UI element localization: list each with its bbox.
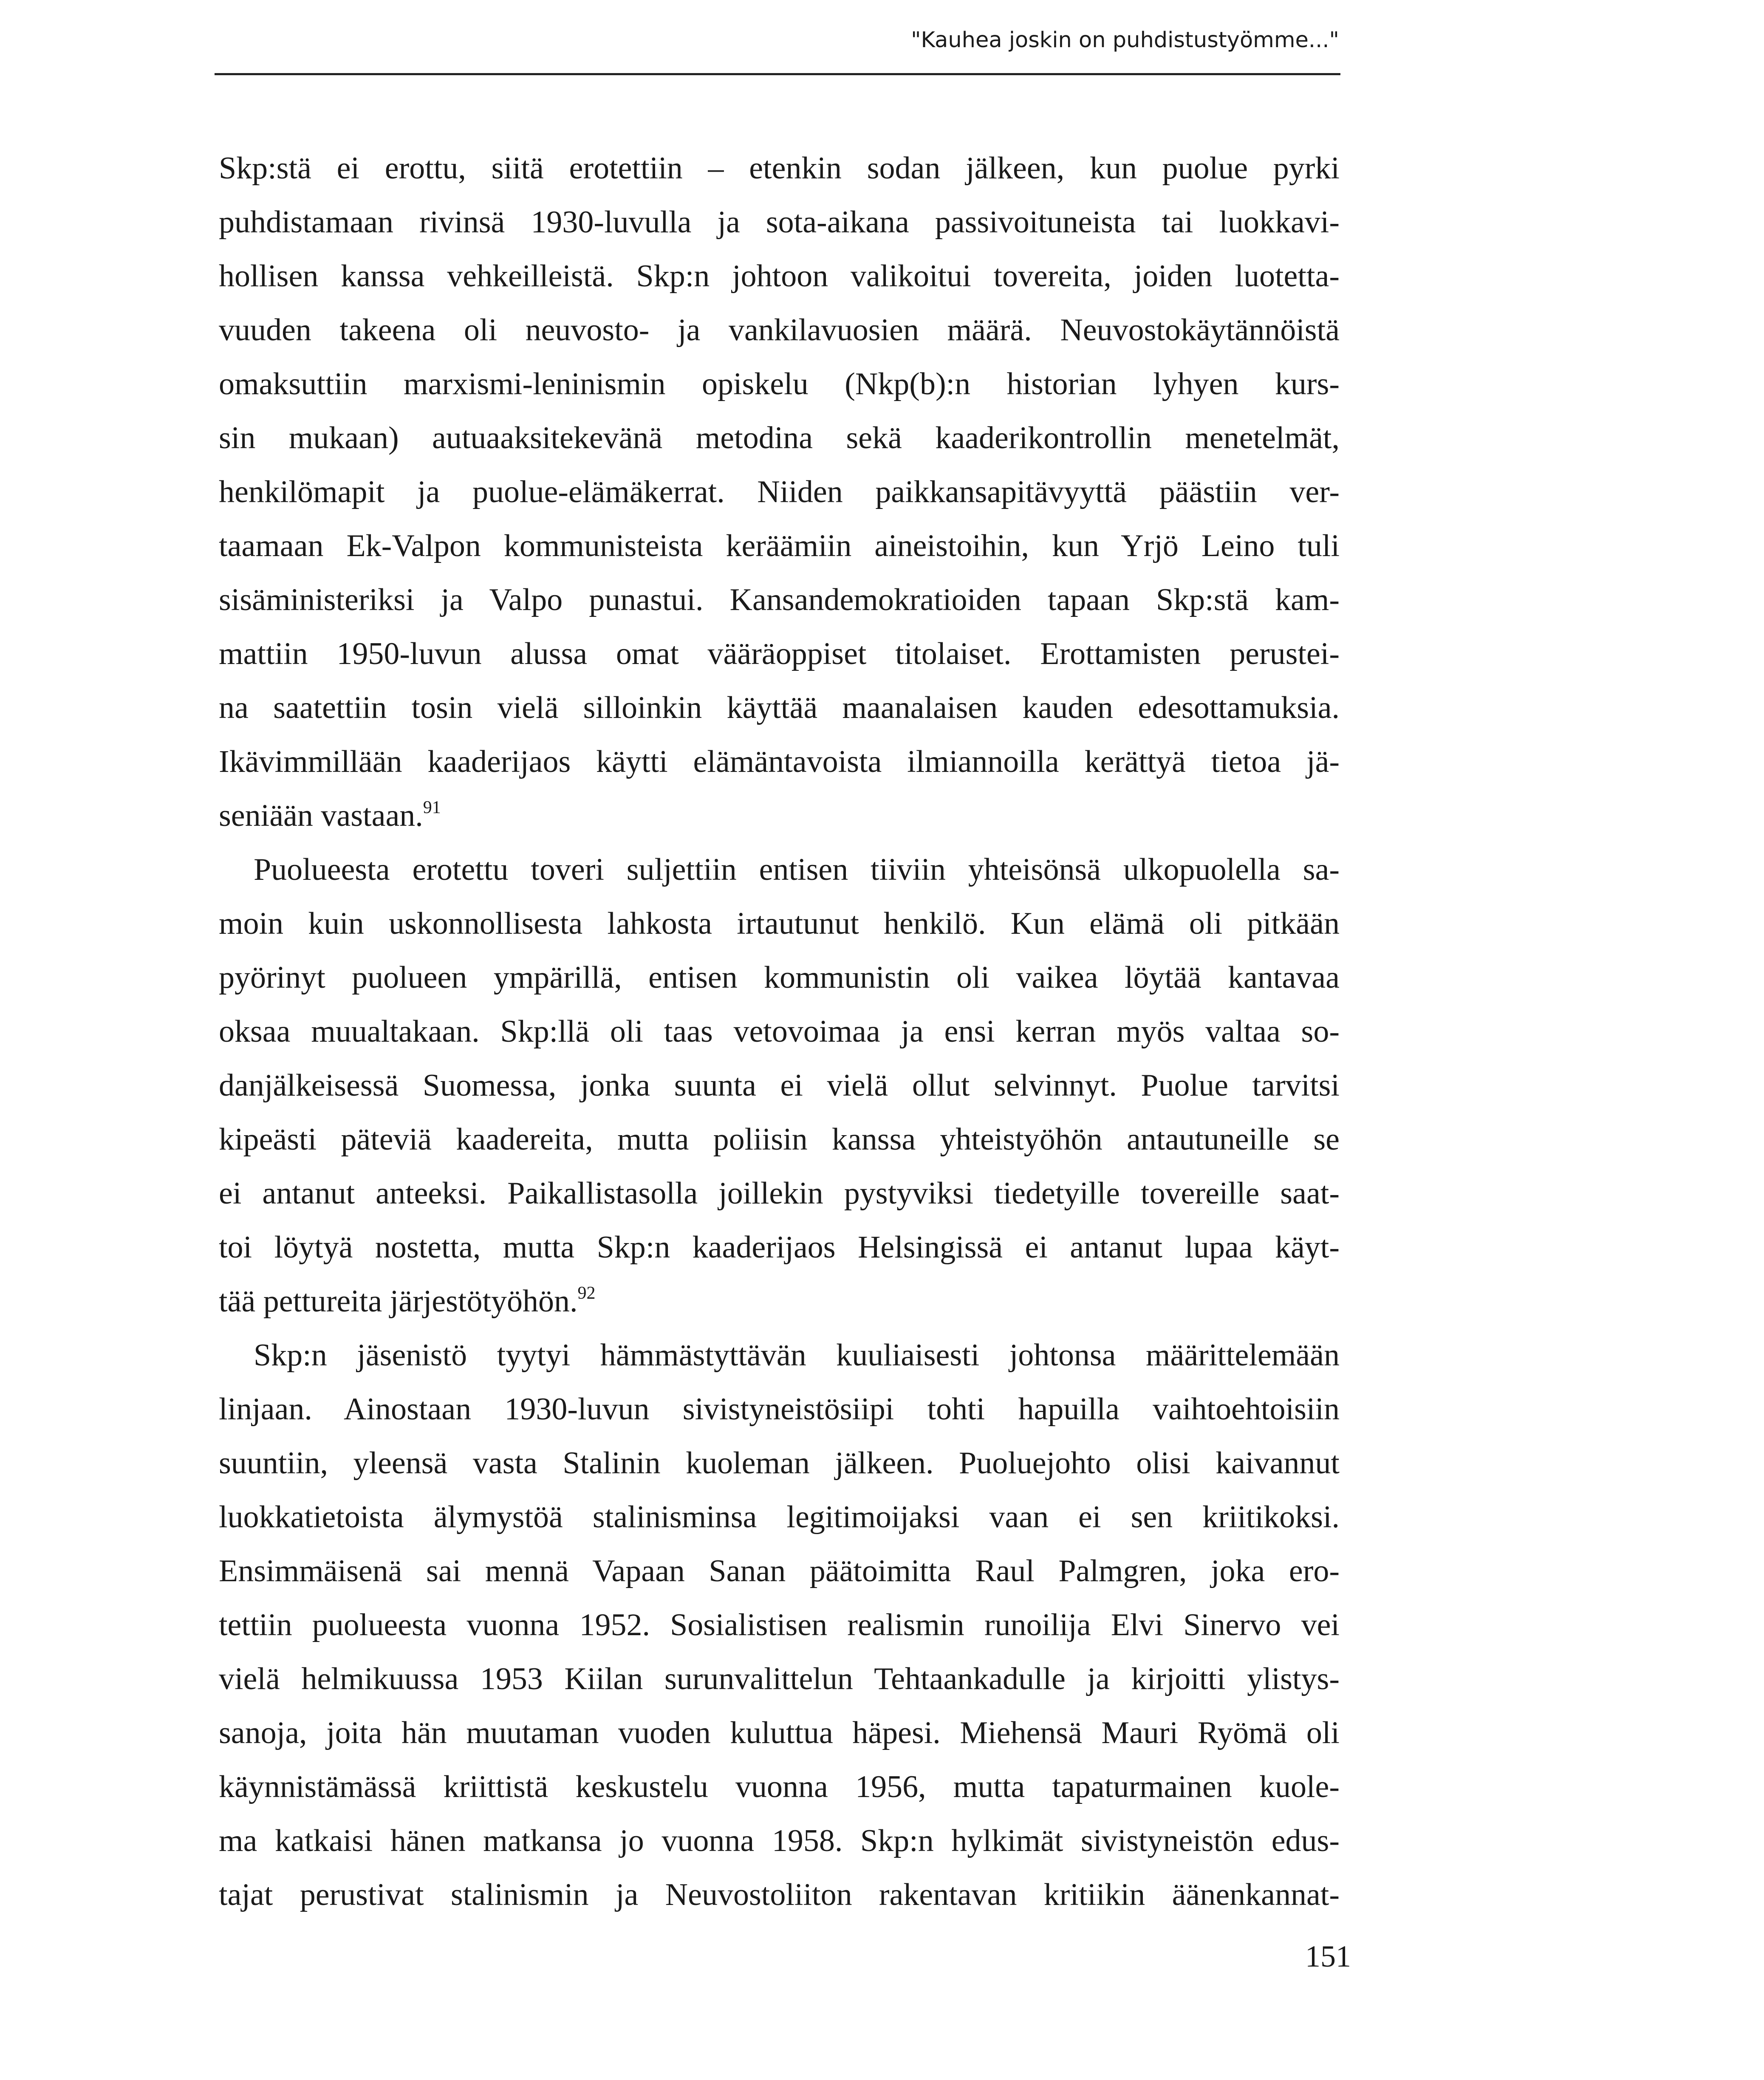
text-line: tää pettureita järjestötyöhön.: [219, 1284, 578, 1319]
text-line: mattiin 1950-luvun alussa omat vääräoppiset titolaiset. Erottamisten perustei-: [219, 636, 1340, 671]
text-line-last: [219, 1275, 1340, 1328]
text-line: na saatettiin tosin vielä silloinkin käyttää maanalaisen kauden edesottamuksia.: [219, 690, 1340, 725]
header-rule: [215, 73, 1340, 75]
text-line: seniään vastaan.: [219, 798, 423, 833]
text-line: Puolueesta erotettu toveri suljettiin entisen tiiviin yhteisönsä ulkopuolella sa-: [254, 852, 1340, 887]
footnote-ref-92: 92: [577, 1283, 596, 1303]
page-number: 151: [1305, 1939, 1351, 1973]
text-line: vielä helmikuussa 1953 Kiilan surunvalittelun Tehtaankadulle ja kirjoitti ylistys-: [219, 1662, 1340, 1696]
text-line: tettiin puolueesta vuonna 1952. Sosialistisen realismin runoilija Elvi Sinervo vei: [219, 1608, 1340, 1642]
text-line: Skp:n jäsenistö tyytyi hämmästyttävän kuuliaisesti johtonsa määrittelemään: [254, 1338, 1340, 1373]
text-line: linjaan. Ainostaan 1930-luvun sivistyneistösiipi tohti hapuilla vaihtoehtoisiin: [219, 1392, 1340, 1427]
text-line: danjälkeisessä Suomessa, jonka suunta ei vielä ollut selvinnyt. Puolue tarvitsi: [219, 1068, 1340, 1103]
text-line: tajat perustivat stalinismin ja Neuvostoliiton rakentavan kritiikin äänenkannat-: [219, 1877, 1340, 1912]
text-line: käynnistämässä kriittistä keskustelu vuonna 1956, mutta tapaturmainen kuole-: [219, 1769, 1340, 1804]
text-line: ma katkaisi hänen matkansa jo vuonna 1958. Skp:n hylkimät sivistyneistön edus-: [219, 1823, 1340, 1858]
text-line: Ensimmäisenä sai mennä Vapaan Sanan päätoimitta Raul Palmgren, joka ero-: [219, 1554, 1340, 1588]
text-line: sisäministeriksi ja Valpo punastui. Kansandemokratioiden tapaan Skp:stä kam-: [219, 582, 1340, 617]
text-line: pyörinyt puolueen ympärillä, entisen kommunistin oli vaikea löytää kantavaa: [219, 960, 1340, 995]
paragraph-2: [219, 843, 1340, 1328]
paragraph-1: [219, 141, 1340, 843]
text-line: sanoja, joita hän muutaman vuoden kuluttua häpesi. Miehensä Mauri Ryömä oli: [219, 1715, 1340, 1750]
text-line: ei antanut anteeksi. Paikallistasolla joillekin pystyviksi tiedetyille tovereille saat-: [219, 1176, 1340, 1211]
footnote-ref-91: 91: [423, 798, 441, 817]
paragraph-3: [219, 1328, 1340, 1922]
text-line: Skp:stä ei erottu, siitä erotettiin – etenkin sodan jälkeen, kun puolue pyrki: [219, 151, 1340, 186]
text-line: omaksuttiin marxismi-leninismin opiskelu (Nkp(b):n historian lyhyen kurs-: [219, 367, 1340, 401]
text-line-last: [219, 789, 1340, 843]
text-line: sin mukaan) autuaaksitekevänä metodina sekä kaaderikontrollin menetelmät,: [219, 421, 1340, 455]
text-line: moin kuin uskonnollisesta lahkosta irtautunut henkilö. Kun elämä oli pitkään: [219, 906, 1340, 941]
running-head-title: "Kauhea joskin on puhdistustyömme...": [911, 28, 1339, 53]
text-line: luokkatietoista älymystöä stalinisminsa legitimoijaksi vaan ei sen kriitikoksi.: [219, 1500, 1340, 1535]
text-line: henkilömapit ja puolue-elämäkerrat. Niiden paikkansapitävyyttä päästiin ver-: [219, 475, 1340, 509]
text-line: suuntiin, yleensä vasta Stalinin kuoleman jälkeen. Puoluejohto olisi kaivannut: [219, 1446, 1340, 1481]
text-line: toi löytyä nostetta, mutta Skp:n kaaderijaos Helsingissä ei antanut lupaa käyt-: [219, 1230, 1340, 1265]
text-line: vuuden takeena oli neuvosto- ja vankilavuosien määrä. Neuvostokäytännöistä: [219, 313, 1340, 348]
text-line: Ikävimmillään kaaderijaos käytti elämäntavoista ilmiannoilla kerättyä tietoa jä-: [219, 744, 1340, 779]
text-line: oksaa muualtakaan. Skp:llä oli taas vetovoimaa ja ensi kerran myös valtaa so-: [219, 1014, 1340, 1049]
text-line: kipeästi päteviä kaadereita, mutta poliisin kanssa yhteistyöhön antautuneille se: [219, 1122, 1340, 1157]
text-line: taamaan Ek-Valpon kommunisteista keräämiin aineistoihin, kun Yrjö Leino tuli: [219, 528, 1340, 563]
body-text: [219, 141, 1340, 1922]
text-line: hollisen kanssa vehkeilleistä. Skp:n johtoon valikoitui tovereita, joiden luotetta-: [219, 259, 1340, 294]
text-line: puhdistamaan rivinsä 1930-luvulla ja sota-aikana passivoituneista tai luokkavi-: [219, 205, 1340, 240]
